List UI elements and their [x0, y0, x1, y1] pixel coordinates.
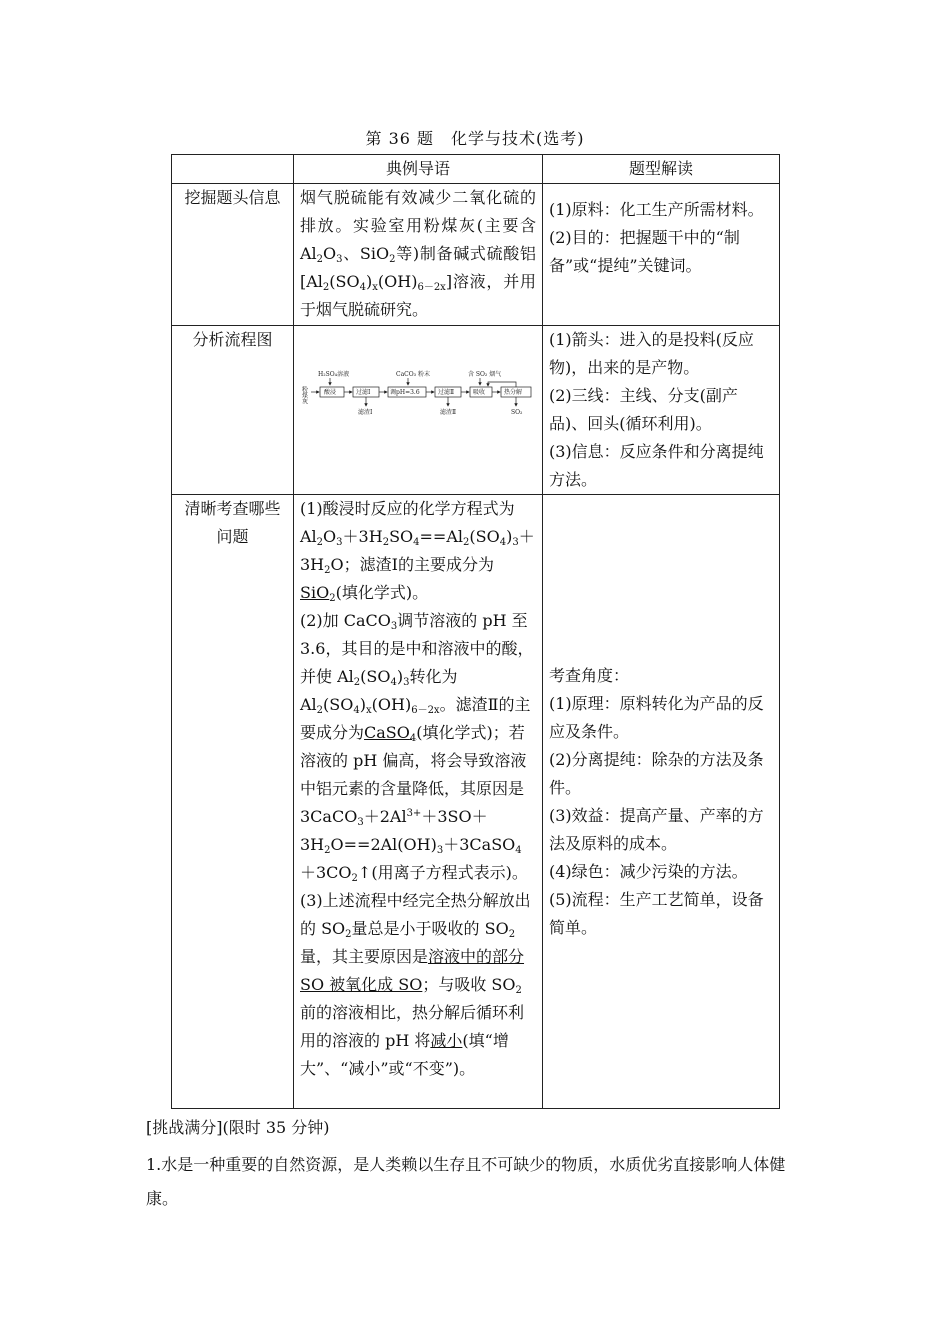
- exam-table: [171, 154, 780, 1109]
- step-filter-1: 过滤Ⅰ: [356, 389, 371, 396]
- analysis-item: 考查角度：: [549, 665, 630, 685]
- table-header-row: [172, 155, 780, 184]
- row2-analysis: [543, 326, 780, 495]
- header-analysis: 题型解读: [543, 155, 780, 184]
- residue-1: 滤渣Ⅰ: [358, 409, 373, 416]
- analysis-item: (3)信息：反应条件和分离提纯方法。: [549, 442, 764, 489]
- reagent-caco3: CaCO₃ 粉末: [396, 371, 430, 378]
- analysis-item: (3)效益：提高产量、产率的方法及原料的成本。: [549, 805, 764, 853]
- table-row-1: [172, 184, 780, 326]
- challenge-heading: [挑战满分](限时 35 分钟): [146, 1118, 330, 1137]
- row3-analysis: [543, 495, 780, 1109]
- answer-3: 溶液中的部分 SO 被氧化成 SO: [300, 947, 525, 994]
- header-empty: [172, 155, 294, 184]
- table-row-2: [172, 326, 780, 495]
- header-guide: 典例导语: [294, 155, 543, 184]
- analysis-item: (2)分离提纯：除杂的方法及条件。: [549, 749, 764, 797]
- question-1: (1)酸浸时反应的化学方程式为 $Al_2O_3+3H_2SO_4==Al_2(SO_4)_3+3H_2O$；滤渣Ⅰ的主要成分为SiO$_2$(填化学式)。: [300, 499, 535, 604]
- analysis-item: (2)三线：主线、分支(副产品)、回头(循环利用)。: [549, 386, 738, 433]
- analysis-item: (2)目的：把握题干中的“制备”或“提纯”关键词。: [549, 228, 740, 275]
- analysis-item: (5)流程：生产工艺简单，设备简单。: [549, 889, 764, 937]
- row2-flowchart-cell: [294, 326, 543, 495]
- answer-2: CaSO$_4$: [364, 723, 417, 744]
- page-title: 第 36 题 化学与技术(选考): [365, 129, 585, 148]
- residue-2: 滤渣Ⅱ: [440, 409, 457, 416]
- step-absorb: 吸收: [473, 389, 486, 396]
- start-material: 粉煤灰: [300, 386, 308, 404]
- row2-label: 分析流程图: [172, 326, 294, 495]
- row1-guide: 烟气脱硫能有效减少二氧化硫的排放。实验室用粉煤灰(主要含 $Al_2O_3$、SiO$_2$等)制备碱式硫酸铝$[Al_2(SO_4)_x(OH)_{6-2x}]$溶液，并用于烟气脱硫研究。: [294, 184, 543, 326]
- product-so2: SO₂: [511, 409, 523, 416]
- answer-1: SiO$_2$: [300, 583, 336, 604]
- answer-4: 减小: [430, 1031, 463, 1050]
- analysis-item: (1)箭头：进入的是投料(反应物)，出来的是产物。: [549, 330, 754, 377]
- reagent-so2: 含 SO₂ 烟气: [468, 371, 502, 378]
- step-adjust-ph: 调pH=3.6: [390, 389, 420, 396]
- analysis-item: (1)原料：化工生产所需材料。: [549, 200, 764, 219]
- question-3: (3)上述流程中经完全热分解放出的 $SO_2$量总是小于吸收的 $SO_2$量，其主要原因是溶液中的部分 SO 被氧化成 SO；与吸收 $SO_2$前的溶液相比，热分解后循环利用的溶液的 pH 将减小(填“增大”、“减小”或“不变”)。: [300, 891, 531, 1078]
- row3-label: 清晰考查哪些问题: [172, 495, 294, 1109]
- step-leach: 酸浸: [324, 389, 337, 396]
- row1-label: 挖掘题头信息: [172, 184, 294, 326]
- step-filter-2: 过滤Ⅱ: [438, 389, 455, 396]
- step-decompose: 热分解: [504, 389, 523, 396]
- question-text: 1.水是一种重要的自然资源，是人类赖以生存且不可缺少的物质，水质优劣直接影响人体健康。: [146, 1155, 786, 1208]
- row1-analysis: [543, 184, 780, 326]
- row3-questions: [294, 495, 543, 1109]
- analysis-item: (1)原理：原料转化为产品的反应及条件。: [549, 693, 764, 741]
- question-2: (2)加 CaCO$_3$调节溶液的 pH 至 3.6，其目的是中和溶液中的酸，并使 $Al_2(SO_4)_3$转化为 $Al_2(SO_4)_x(OH)_{6-2x}$。滤渣Ⅱ的主要成分为CaSO$_4$(填化学式)；若溶液的 pH 偏高，将会导致溶液中铝元素的含量降低，其原因是 $3CaCO_3+2Al^{3+}+3SO+3H_2O==2Al(OH)_3+3CaSO_4+3CO_2↑$(用离子方程式表示)。: [300, 611, 534, 884]
- reagent-h2so4: H₂SO₄溶液: [318, 371, 350, 378]
- table-row-3: [172, 495, 780, 1109]
- process-flow-diagram: [302, 368, 534, 428]
- analysis-item: (4)绿色：减少污染的方法。: [549, 861, 748, 881]
